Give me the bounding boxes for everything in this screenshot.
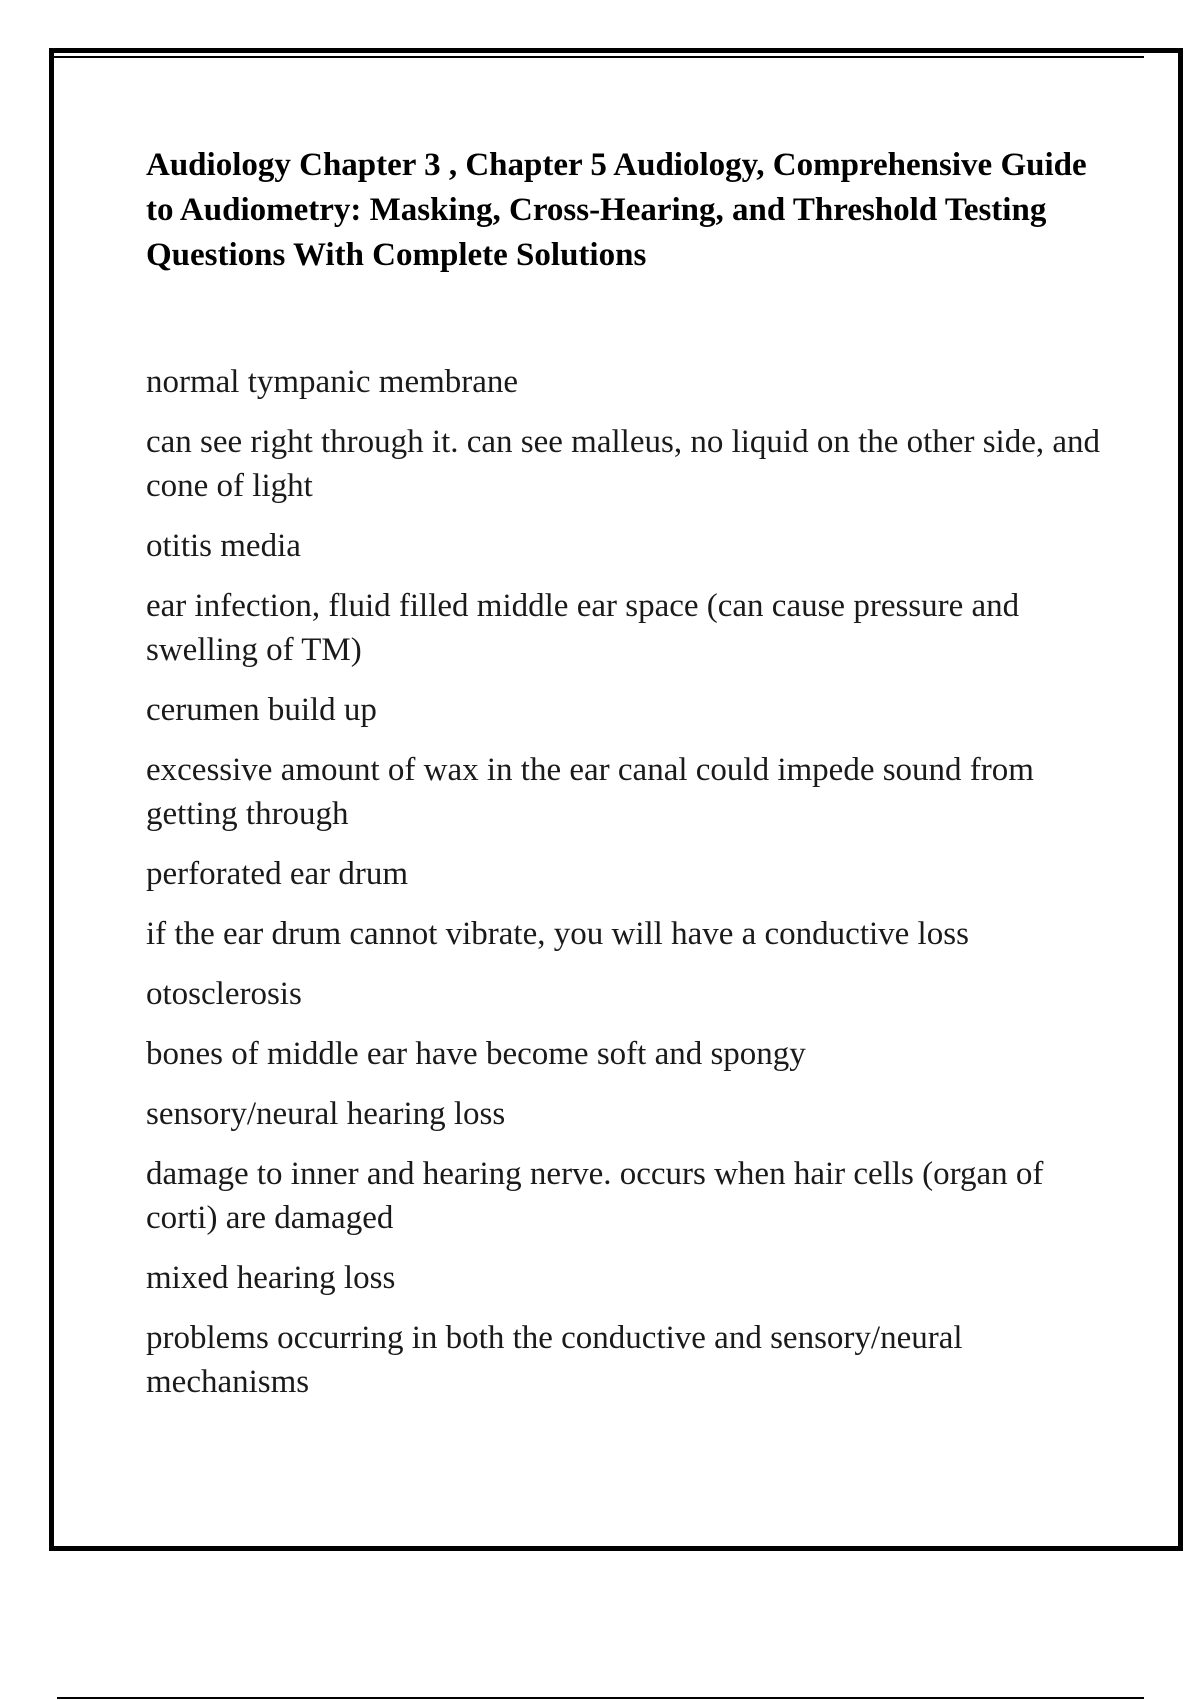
definition-perforated-ear-drum: if the ear drum cannot vibrate, you will have a conductive loss xyxy=(146,916,969,952)
definition-mixed-hearing-loss: problems occurring in both the conductive and sensory/neural mechanisms xyxy=(146,1320,963,1400)
document-body xyxy=(146,143,1106,1420)
term-definition-list xyxy=(146,360,1106,1404)
term-otosclerosis: otosclerosis xyxy=(146,976,302,1012)
definition-sensory-neural-hearing-loss: damage to inner and hearing nerve. occurs when hair cells (organ of corti) are damaged xyxy=(146,1156,1044,1236)
definition-normal-tympanic-membrane: can see right through it. can see malleus, no liquid on the other side, and cone of light xyxy=(146,424,1101,504)
top-rule xyxy=(53,56,1144,58)
definition-cerumen-build-up: excessive amount of wax in the ear canal could impede sound from getting through xyxy=(146,752,1034,832)
term-perforated-ear-drum: perforated ear drum xyxy=(146,856,409,892)
term-normal-tympanic-membrane: normal tympanic membrane xyxy=(146,364,519,400)
bottom-rule xyxy=(57,1697,1144,1699)
term-sensory-neural-hearing-loss: sensory/neural hearing loss xyxy=(146,1096,506,1132)
definition-otitis-media: ear infection, fluid filled middle ear space (can cause pressure and swelling of TM) xyxy=(146,588,1020,668)
term-mixed-hearing-loss: mixed hearing loss xyxy=(146,1260,396,1296)
definition-otosclerosis: bones of middle ear have become soft and spongy xyxy=(146,1036,806,1072)
document-title: Audiology Chapter 3 , Chapter 5 Audiology, Comprehensive Guide to Audiometry: Masking, Cross-Hearing, and Threshold Testing Questions With Complete Solutions xyxy=(146,147,1087,273)
term-cerumen-build-up: cerumen build up xyxy=(146,692,377,728)
term-otitis-media: otitis media xyxy=(146,528,301,564)
